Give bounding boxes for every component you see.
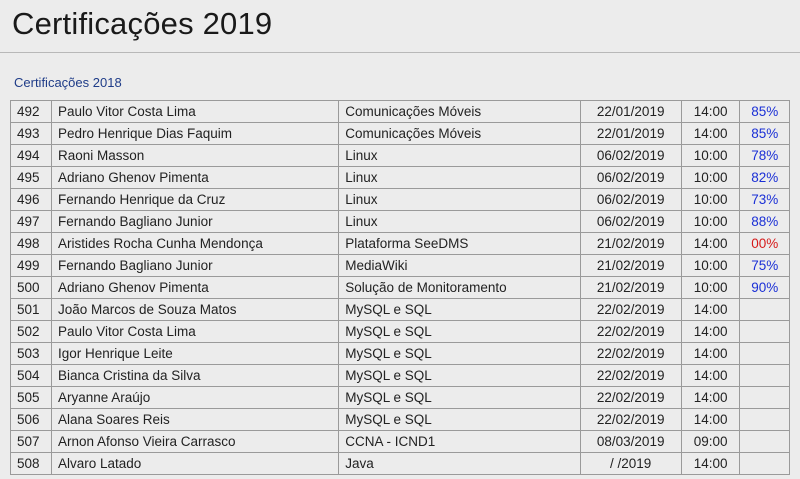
cell-time: 14:00: [681, 409, 740, 431]
cell-id: 493: [11, 123, 52, 145]
cell-time: 10:00: [681, 277, 740, 299]
table-row[interactable]: [11, 123, 790, 145]
cell-course: CCNA - ICND1: [339, 431, 580, 453]
table-row[interactable]: [11, 255, 790, 277]
certifications-2018-link[interactable]: Certificações 2018: [14, 75, 122, 90]
cell-date: 08/03/2019: [580, 431, 681, 453]
cell-course: Linux: [339, 145, 580, 167]
cell-date: 21/02/2019: [580, 255, 681, 277]
cell-id: 508: [11, 453, 52, 475]
cell-date: 22/02/2019: [580, 343, 681, 365]
cell-date: / /2019: [580, 453, 681, 475]
cell-name: Arnon Afonso Vieira Carrasco: [51, 431, 338, 453]
cell-date: 21/02/2019: [580, 233, 681, 255]
table-row[interactable]: [11, 189, 790, 211]
cell-score: 88%: [740, 211, 790, 233]
cell-id: 499: [11, 255, 52, 277]
cell-name: Paulo Vitor Costa Lima: [51, 101, 338, 123]
table-row[interactable]: [11, 101, 790, 123]
cell-score: 85%: [740, 101, 790, 123]
cell-course: MySQL e SQL: [339, 387, 580, 409]
cell-score: [740, 387, 790, 409]
cell-course: MySQL e SQL: [339, 409, 580, 431]
cell-name: Raoni Masson: [51, 145, 338, 167]
cell-time: 14:00: [681, 233, 740, 255]
cell-id: 494: [11, 145, 52, 167]
cell-date: 21/02/2019: [580, 277, 681, 299]
cell-name: Bianca Cristina da Silva: [51, 365, 338, 387]
cell-score: 75%: [740, 255, 790, 277]
certifications-table-body: [11, 101, 790, 475]
cell-time: 14:00: [681, 123, 740, 145]
cell-id: 502: [11, 321, 52, 343]
cell-course: Plataforma SeeDMS: [339, 233, 580, 255]
cell-course: Linux: [339, 211, 580, 233]
table-row[interactable]: [11, 453, 790, 475]
table-row[interactable]: [11, 431, 790, 453]
cell-name: Alvaro Latado: [51, 453, 338, 475]
cell-date: 06/02/2019: [580, 211, 681, 233]
cell-score: 73%: [740, 189, 790, 211]
cell-score: 78%: [740, 145, 790, 167]
cell-date: 22/02/2019: [580, 299, 681, 321]
cell-id: 492: [11, 101, 52, 123]
table-row[interactable]: [11, 343, 790, 365]
cell-date: 06/02/2019: [580, 145, 681, 167]
cell-score: [740, 431, 790, 453]
cell-id: 498: [11, 233, 52, 255]
cell-id: 506: [11, 409, 52, 431]
cell-score: 85%: [740, 123, 790, 145]
cell-time: 14:00: [681, 453, 740, 475]
cell-time: 10:00: [681, 255, 740, 277]
cell-score: [740, 365, 790, 387]
cell-time: 14:00: [681, 387, 740, 409]
cell-id: 505: [11, 387, 52, 409]
table-row[interactable]: [11, 145, 790, 167]
cell-course: Linux: [339, 189, 580, 211]
cell-course: Linux: [339, 167, 580, 189]
table-row[interactable]: [11, 211, 790, 233]
cell-course: Solução de Monitoramento: [339, 277, 580, 299]
cell-time: 14:00: [681, 321, 740, 343]
cell-time: 10:00: [681, 211, 740, 233]
cell-time: 09:00: [681, 431, 740, 453]
cell-score: [740, 453, 790, 475]
cell-date: 06/02/2019: [580, 167, 681, 189]
cell-score: 00%: [740, 233, 790, 255]
cell-name: Aryanne Araújo: [51, 387, 338, 409]
cell-time: 14:00: [681, 101, 740, 123]
cell-time: 14:00: [681, 343, 740, 365]
cell-date: 22/02/2019: [580, 387, 681, 409]
cell-name: Fernando Henrique da Cruz: [51, 189, 338, 211]
title-divider: [0, 52, 800, 53]
cell-course: Comunicações Móveis: [339, 123, 580, 145]
cell-course: Comunicações Móveis: [339, 101, 580, 123]
cell-score: [740, 409, 790, 431]
table-row[interactable]: [11, 387, 790, 409]
cell-time: 14:00: [681, 299, 740, 321]
table-row[interactable]: [11, 233, 790, 255]
cell-score: 82%: [740, 167, 790, 189]
cell-time: 10:00: [681, 167, 740, 189]
cell-date: 22/02/2019: [580, 365, 681, 387]
table-row[interactable]: [11, 277, 790, 299]
cell-id: 501: [11, 299, 52, 321]
cell-time: 10:00: [681, 145, 740, 167]
cell-id: 500: [11, 277, 52, 299]
cell-course: MySQL e SQL: [339, 365, 580, 387]
page-title: Certificações 2019: [12, 6, 273, 41]
cell-score: 90%: [740, 277, 790, 299]
cell-name: Fernando Bagliano Junior: [51, 211, 338, 233]
cell-date: 22/02/2019: [580, 321, 681, 343]
cell-course: MySQL e SQL: [339, 299, 580, 321]
cell-score: [740, 343, 790, 365]
cell-date: 22/01/2019: [580, 123, 681, 145]
cell-course: MySQL e SQL: [339, 321, 580, 343]
cell-id: 495: [11, 167, 52, 189]
cell-id: 496: [11, 189, 52, 211]
table-row[interactable]: [11, 321, 790, 343]
cell-course: MySQL e SQL: [339, 343, 580, 365]
cell-time: 14:00: [681, 365, 740, 387]
table-row[interactable]: [11, 409, 790, 431]
cell-name: Adriano Ghenov Pimenta: [51, 167, 338, 189]
cell-name: Aristides Rocha Cunha Mendonça: [51, 233, 338, 255]
cell-name: Fernando Bagliano Junior: [51, 255, 338, 277]
cell-name: Paulo Vitor Costa Lima: [51, 321, 338, 343]
cell-id: 503: [11, 343, 52, 365]
cell-time: 10:00: [681, 189, 740, 211]
table-row[interactable]: [11, 167, 790, 189]
cell-name: Adriano Ghenov Pimenta: [51, 277, 338, 299]
cell-name: Igor Henrique Leite: [51, 343, 338, 365]
cell-date: 22/02/2019: [580, 409, 681, 431]
cell-date: 06/02/2019: [580, 189, 681, 211]
cell-id: 497: [11, 211, 52, 233]
cell-date: 22/01/2019: [580, 101, 681, 123]
certifications-table: [10, 100, 790, 475]
cell-id: 507: [11, 431, 52, 453]
cell-name: Pedro Henrique Dias Faquim: [51, 123, 338, 145]
cell-name: Alana Soares Reis: [51, 409, 338, 431]
cell-score: [740, 299, 790, 321]
table-row[interactable]: [11, 365, 790, 387]
table-row[interactable]: [11, 299, 790, 321]
cell-name: João Marcos de Souza Matos: [51, 299, 338, 321]
cell-id: 504: [11, 365, 52, 387]
cell-score: [740, 321, 790, 343]
cell-course: MediaWiki: [339, 255, 580, 277]
cell-course: Java: [339, 453, 580, 475]
